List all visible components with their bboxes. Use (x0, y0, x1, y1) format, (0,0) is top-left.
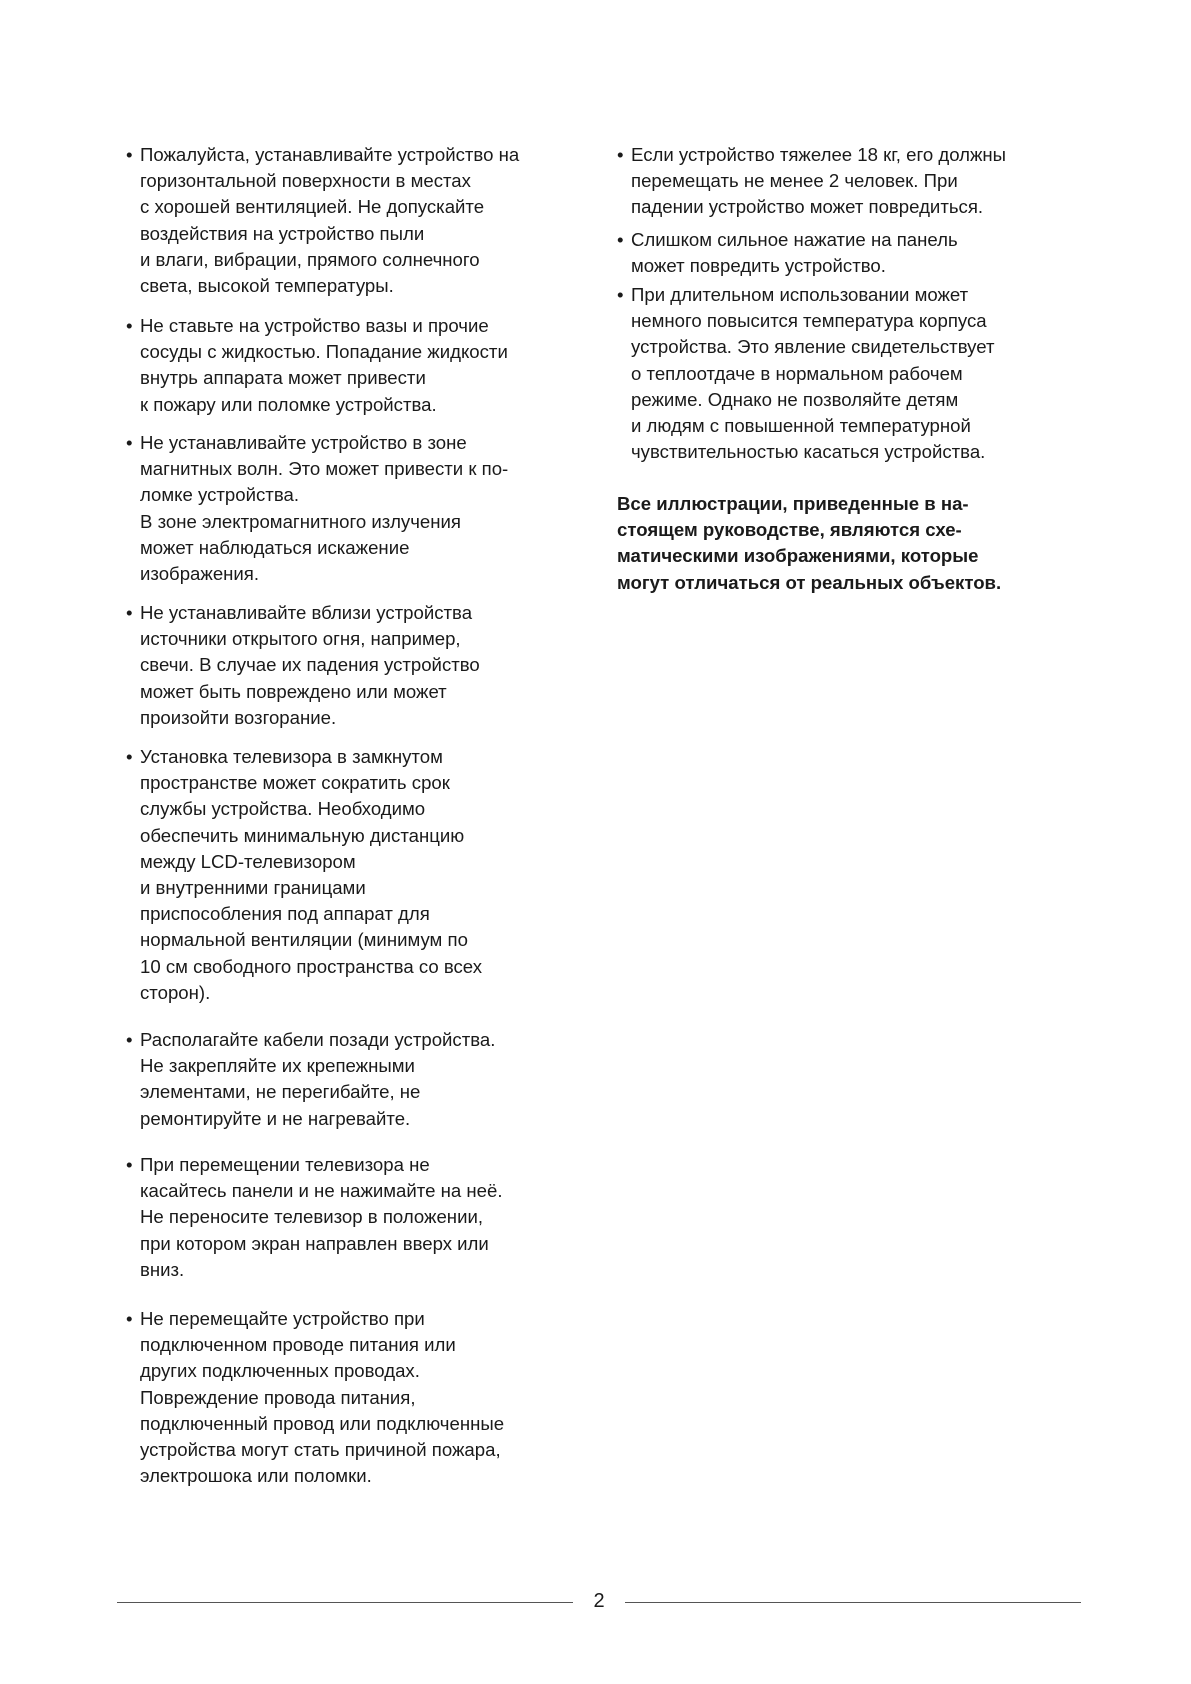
text-line: элементами, не перегибайте, не (140, 1081, 421, 1103)
bullet-dot-icon: • (617, 284, 624, 305)
bullet-dot-icon: • (126, 1029, 133, 1050)
bullet-text (631, 282, 1067, 465)
left-bullet-item (126, 744, 566, 1006)
text-line: режиме. Однако не позволяйте детям (631, 388, 959, 410)
left-bullet-item (126, 1306, 566, 1489)
text-line: может наблюдаться искажение (140, 536, 410, 558)
page-number: 2 (593, 1590, 605, 1612)
text-line: изображения. (140, 563, 260, 585)
text-line: с хорошей вентиляцией. Не допускайте (140, 196, 485, 218)
text-line: к пожару или поломке устройства. (140, 393, 437, 415)
text-line: подключенном проводе питания или (140, 1334, 456, 1356)
notice-line: могут отличаться от реальных объектов. (617, 571, 1002, 593)
text-line: 10 см свободного пространства со всех (140, 955, 483, 977)
text-line: ломке устройства. (140, 484, 299, 506)
text-line: источники открытого огня, например, (140, 628, 461, 650)
notice-line: матическими изображениями, которые (617, 545, 979, 567)
notice-line: Все иллюстрации, приведенные в на- (617, 493, 969, 514)
text-line: Не переносите телевизор в положении, (140, 1206, 484, 1228)
text-line: и людям с повышенной температурной (631, 415, 971, 437)
right-bullet-item (617, 142, 1067, 221)
text-line: других подключенных проводах. (140, 1360, 420, 1382)
text-line: Установка телевизора в замкнутом (140, 746, 443, 767)
text-line: перемещать не менее 2 человек. При (631, 170, 958, 192)
bullet-dot-icon: • (126, 315, 133, 336)
left-bullet-item (126, 1152, 566, 1283)
bullet-text (140, 142, 566, 299)
footer-divider-left (117, 1602, 573, 1603)
text-line: Не устанавливайте устройство в зоне (140, 432, 467, 453)
text-line: немного повысится температура корпуса (631, 310, 987, 332)
text-line: о теплоотдаче в нормальном рабочем (631, 362, 963, 384)
text-line: При перемещении телевизора не (140, 1154, 430, 1175)
text-line: При длительном использовании может (631, 284, 969, 305)
text-line: электрошока или поломки. (140, 1465, 372, 1487)
text-line: горизонтальной поверхности в местах (140, 170, 471, 192)
footer-divider-right (625, 1602, 1081, 1603)
left-bullet-item (126, 142, 566, 299)
bullet-text (140, 1152, 566, 1283)
bullet-dot-icon: • (126, 1308, 133, 1329)
text-line: обеспечить минимальную дистанцию (140, 824, 465, 846)
text-line: приспособления под аппарат для (140, 903, 430, 925)
bullet-text (140, 1306, 566, 1489)
text-line: света, высокой температуры. (140, 275, 394, 297)
text-line: касайтесь панели и не нажимайте на неё. (140, 1180, 503, 1202)
text-line: вниз. (140, 1258, 185, 1280)
text-line: пространстве может сократить срок (140, 772, 450, 794)
text-line: нормальной вентиляции (минимум по (140, 929, 468, 951)
notice-line: стоящем руководстве, являются схе- (617, 519, 962, 541)
text-line: В зоне электромагнитного излучения (140, 510, 461, 532)
bullet-dot-icon: • (126, 432, 133, 453)
bullet-dot-icon: • (126, 746, 133, 767)
text-line: устройства могут стать причиной пожара, (140, 1439, 501, 1461)
left-bullet-item (126, 600, 566, 731)
text-line: магнитных волн. Это может привести к по- (140, 458, 509, 480)
left-bullet-item (126, 430, 566, 587)
bullet-text (631, 227, 1067, 279)
right-bullet-item (617, 282, 1067, 465)
bullet-dot-icon: • (126, 144, 133, 165)
text-line: Не устанавливайте вблизи устройства (140, 602, 473, 623)
text-line: сторон). (140, 981, 211, 1003)
bullet-text (140, 600, 566, 731)
bullet-text (140, 744, 566, 1006)
text-line: при котором экран направлен вверх или (140, 1232, 489, 1254)
bullet-text (140, 313, 566, 418)
illustration-notice (617, 491, 1067, 596)
text-line: Повреждение провода питания, (140, 1386, 416, 1408)
bullet-dot-icon: • (126, 602, 133, 623)
text-line: Пожалуйста, устанавливайте устройство на (140, 144, 520, 165)
text-line: произойти возгорание. (140, 706, 337, 728)
text-line: чувствительностью касаться устройства. (631, 441, 986, 463)
text-line: Слишком сильное нажатие на панель (631, 229, 958, 250)
text-line: и влаги, вибрации, прямого солнечного (140, 248, 480, 270)
text-line: подключенный провод или подключенные (140, 1412, 505, 1434)
text-line: может быть повреждено или может (140, 680, 447, 702)
text-line: Располагайте кабели позади устройства. (140, 1029, 496, 1050)
text-line: может повредить устройство. (631, 255, 886, 277)
text-line: свечи. В случае их падения устройство (140, 654, 480, 676)
text-line: воздействия на устройство пыли (140, 222, 425, 244)
text-line: устройства. Это явление свидетельствует (631, 336, 995, 358)
text-line: Не закрепляйте их крепежными (140, 1055, 415, 1077)
bullet-text (140, 1027, 566, 1132)
text-line: и внутренними границами (140, 877, 366, 899)
bullet-text (140, 430, 566, 587)
text-line: между LCD-телевизором (140, 850, 356, 872)
text-line: Не перемещайте устройство при (140, 1308, 425, 1329)
text-line: падении устройство может повредиться. (631, 196, 984, 218)
text-line: сосуды с жидкостью. Попадание жидкости (140, 341, 508, 363)
text-line: внутрь аппарата может привести (140, 367, 426, 389)
left-bullet-item (126, 313, 566, 418)
right-bullet-item (617, 227, 1067, 279)
text-line: Не ставьте на устройство вазы и прочие (140, 315, 489, 336)
left-bullet-item (126, 1027, 566, 1132)
bullet-dot-icon: • (126, 1154, 133, 1175)
bullet-dot-icon: • (617, 229, 624, 250)
bullet-dot-icon: • (617, 144, 624, 165)
text-line: Если устройство тяжелее 18 кг, его должны (631, 144, 1007, 165)
text-line: службы устройства. Необходимо (140, 798, 426, 820)
text-line: ремонтируйте и не нагревайте. (140, 1107, 411, 1129)
bullet-text (631, 142, 1067, 221)
